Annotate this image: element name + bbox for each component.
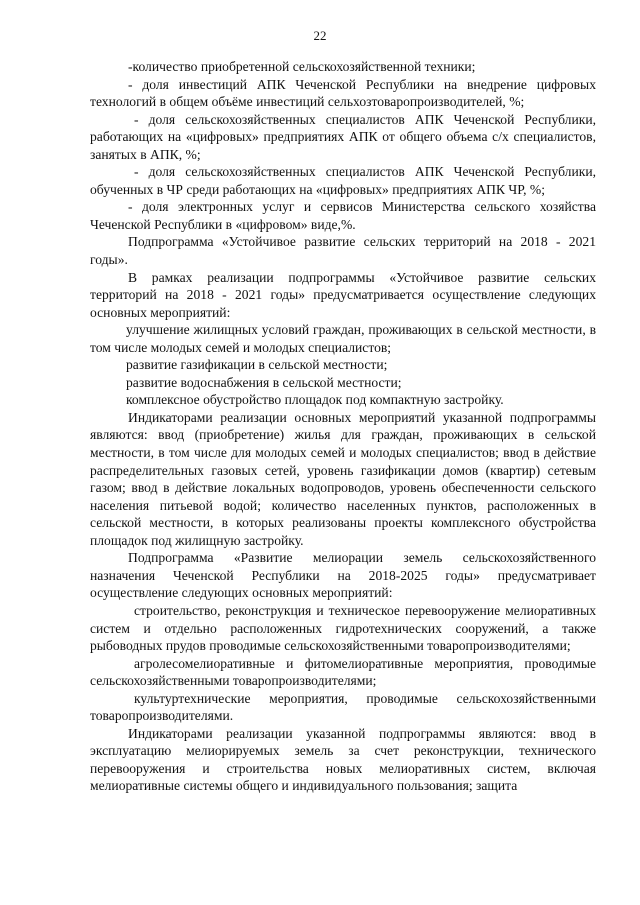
measure-development: комплексное обустройство площадок под компактную застройку. <box>126 392 504 408</box>
measure-construction: строительство, реконструкция и техническое перевооружение мелиоративных систем и отдельно расположенных гидротехнических сооружений, а также рыбоводных прудов проводимые сельскохозяйственными товаропроизводителями; <box>90 602 596 654</box>
melioration-indicators: Индикаторами реализации указанной подпрограммы являются: ввод в эксплуатацию мелиорируемых земель за счет реконструкции, технического перевооружения и строительства новых мелиоративных систем, включая мелиоративные системы общего и индивидуального пользования; защита <box>90 725 596 794</box>
rural-measures-intro: В рамках реализации подпрограммы «Устойчивое развитие сельских территорий на 2018 - 2021 годы» предусматривается осуществление следующих основных мероприятий: <box>90 269 596 320</box>
rural-indicators: Индикаторами реализации основных мероприятий указанной подпрограммы являются: ввод (приобретение) жилья для граждан, проживающих в сельской местности, в том числе для молодых семей и молодых специалистов; ввод в действие распределительных газовых сетей, уровень газификации домов (квартир) сетевым газом; ввод в действие локальных водопроводов, уровень обеспеченности сельского населения питьевой водой; количество населенных пунктов, расположенных в сельской местности, в которых реализованы проекты комплексного обустройства площадок под жилищную застройку. <box>90 409 596 548</box>
list-item-electronic-services: - доля электронных услуг и сервисов Министерства сельского хозяйства Чеченской Республики в «цифровом» виде,%. <box>90 199 596 232</box>
list-item-trained-specialists: - доля сельскохозяйственных специалистов АПК Чеченской Республики, обученных в ЧР среди работающих на «цифровых» предприятиях АПК ЧР, %; <box>90 164 596 197</box>
list-item-digital-investment: - доля инвестиций АПК Чеченской Республики на внедрение цифровых технологий в общем объёме инвестиций сельхозтоваропроизводителей, %; <box>90 76 596 110</box>
page-number: 22 <box>313 28 327 43</box>
subprogram-melioration-heading: Подпрограмма «Развитие мелиорации земель сельскохозяйственного назначения Чеченской Республики на 2018-2025 годы» предусматривает осуществление следующих основных мероприятий: <box>90 550 596 601</box>
measure-agroforestry: агролесомелиоративные и фитомелиоративные мероприятия, проводимые сельскохозяйственными товаропроизводителями; <box>90 655 596 689</box>
subprogram-rural-heading: Подпрограмма «Устойчивое развитие сельских территорий на 2018 - 2021 годы». <box>90 234 596 268</box>
document-body <box>90 58 596 795</box>
measure-water: развитие водоснабжения в сельской местности; <box>126 374 402 390</box>
list-item-machinery: -количество приобретенной сельскохозяйственной техники; <box>128 59 476 74</box>
measure-gas: развитие газификации в сельской местности; <box>126 357 388 373</box>
measure-cultural-technical: культуртехнические мероприятия, проводимые сельскохозяйственными товаропроизводителями. <box>90 690 596 724</box>
measure-housing: улучшение жилищных условий граждан, проживающих в сельской местности, в том числе молодых семей и молодых специалистов; <box>90 322 596 355</box>
list-item-digital-specialists: - доля сельскохозяйственных специалистов АПК Чеченской Республики, работающих на «цифровых» предприятиях АПК от общего объема с/х специалистов, занятых в АПК, %; <box>90 111 596 162</box>
